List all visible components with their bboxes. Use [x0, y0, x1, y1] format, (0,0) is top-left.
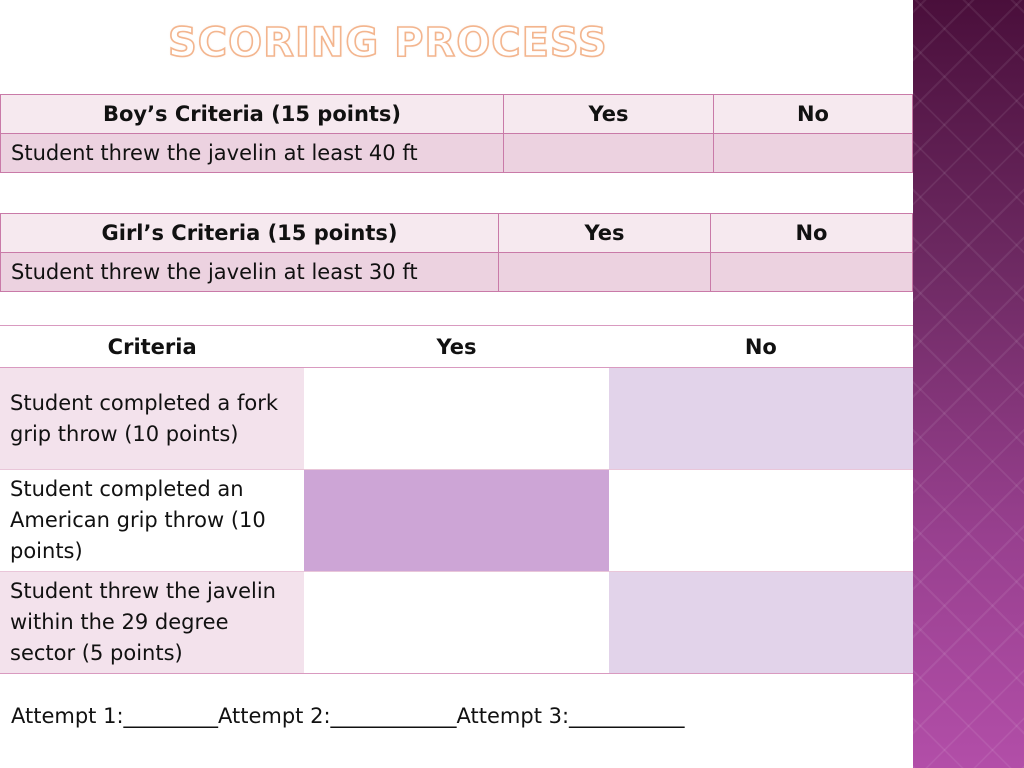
no-cell[interactable] — [609, 368, 913, 470]
yes-cell[interactable] — [304, 470, 608, 572]
no-header: No — [714, 95, 913, 134]
table-header-row — [1, 95, 913, 134]
no-header: No — [609, 326, 913, 368]
yes-header: Yes — [304, 326, 608, 368]
criteria-header: Criteria — [0, 326, 304, 368]
girls-criteria-table — [0, 213, 913, 292]
table-row — [1, 253, 913, 292]
table-row — [0, 572, 913, 674]
yes-header: Yes — [504, 95, 714, 134]
no-cell[interactable] — [609, 470, 913, 572]
table-header-row — [1, 214, 913, 253]
criteria-cell: Student threw the javelin at least 30 ft — [1, 253, 499, 292]
attempts-line: Attempt 1:_________Attempt 2:____________Attempt 3:___________ — [11, 704, 685, 728]
criteria-cell: Student threw the javelin at least 40 ft — [1, 134, 504, 173]
table-row — [0, 368, 913, 470]
boys-criteria-table — [0, 94, 913, 173]
table-row — [1, 134, 913, 173]
boys-criteria-header: Boy’s Criteria (15 points) — [1, 95, 504, 134]
no-header: No — [711, 214, 913, 253]
yes-cell[interactable] — [504, 134, 714, 173]
yes-cell[interactable] — [304, 368, 608, 470]
grip-criteria-table — [0, 325, 913, 674]
criteria-cell: Student completed an American grip throw (10 points) — [0, 470, 304, 572]
table-header-row — [0, 326, 913, 368]
yes-cell[interactable] — [304, 572, 608, 674]
table-row — [0, 470, 913, 572]
no-cell[interactable] — [711, 253, 913, 292]
no-cell[interactable] — [714, 134, 913, 173]
criteria-cell: Student threw the javelin within the 29 degree sector (5 points) — [0, 572, 304, 674]
yes-header: Yes — [499, 214, 711, 253]
decorative-side-panel — [913, 0, 1024, 768]
no-cell[interactable] — [609, 572, 913, 674]
slide-title: SCORING PROCESS — [168, 20, 608, 66]
girls-criteria-header: Girl’s Criteria (15 points) — [1, 214, 499, 253]
yes-cell[interactable] — [499, 253, 711, 292]
criteria-cell: Student completed a fork grip throw (10 points) — [0, 368, 304, 470]
